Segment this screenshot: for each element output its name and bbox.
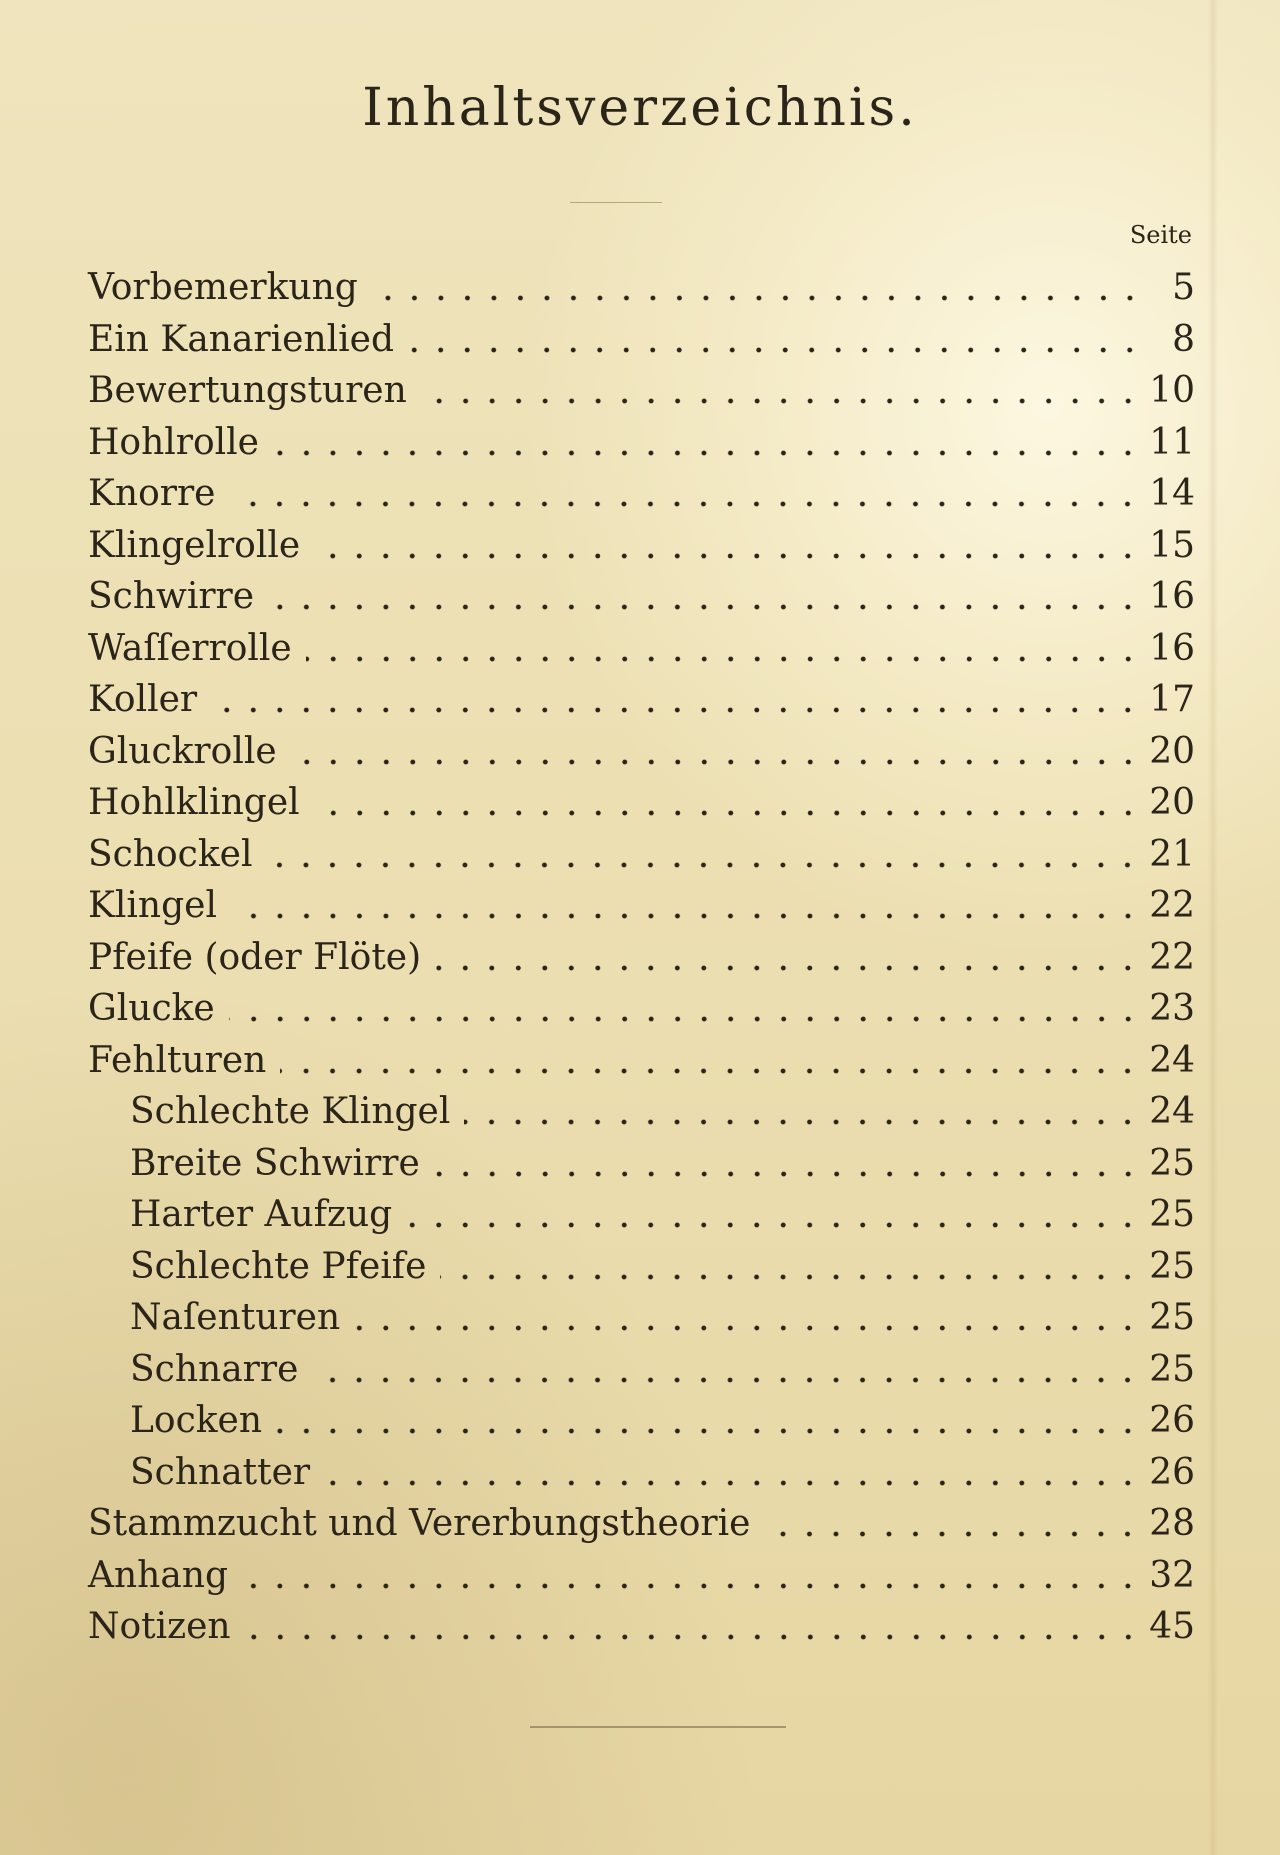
dot-leader [440,1241,1141,1293]
toc-entry [88,1035,1195,1087]
dot-leader [268,571,1141,623]
toc-subentry [88,1189,1195,1241]
dot-leader [306,623,1141,675]
page-column-label: Seite [1129,221,1192,249]
dot-leader [245,1601,1142,1653]
bottom-divider [530,1726,786,1728]
toc-entry [88,983,1195,1035]
toc-subentry [88,1344,1195,1396]
toc-subentry-title: Naſenturen [130,1297,341,1338]
toc-subentry-title: Breite Schwirre [130,1142,420,1184]
page-title: Inhaltsverzeichnis. [362,78,918,138]
toc-entry-title: Klingelrolle [88,524,301,566]
dot-leader [242,1550,1141,1602]
toc-subentry-page: 25 [1149,1297,1195,1338]
toc-entry-title: Stammzucht und Vererbungstheorie [88,1503,751,1544]
toc-entry-title: Vorbemerkung [88,267,358,308]
toc-entry-page: 10 [1149,370,1195,411]
toc-entry-page: 20 [1149,782,1195,823]
toc-entry [88,1601,1195,1653]
toc-subentry-page: 25 [1149,1142,1195,1184]
toc-subentry [88,1086,1195,1138]
toc-entry [88,1498,1195,1550]
toc-entry-title: Knorre [88,473,216,514]
table-of-contents [88,262,1195,1653]
title-divider [570,202,662,203]
toc-subentry-title: Schnarre [130,1348,299,1390]
toc-entry-page: 11 [1149,421,1195,463]
dot-leader [464,1086,1141,1138]
dot-leader [291,726,1142,778]
toc-subentry-title: Schlechte Pfeife [130,1245,427,1287]
dot-leader [229,983,1141,1035]
toc-subentry-title: Locken [130,1400,263,1441]
toc-subentry-title: Schlechte Klingel [130,1091,451,1132]
toc-entry-title: Anhang [88,1554,229,1596]
toc-entry-title: Glucke [88,988,215,1029]
dot-leader [408,314,1143,366]
toc-subentry [88,1241,1195,1293]
toc-entry [88,674,1195,726]
toc-entry-page: 45 [1149,1606,1195,1647]
dot-leader [276,1395,1141,1447]
toc-entry-title: Schwirre [88,576,255,617]
toc-entry [88,314,1195,366]
dot-leader [406,1189,1141,1241]
toc-subentry [88,1395,1195,1447]
toc-subentry-page: 25 [1149,1194,1195,1235]
toc-entry-page: 32 [1149,1554,1195,1596]
toc-entry-title: Gluckrolle [88,730,277,772]
toc-entry-page: 5 [1172,267,1195,308]
toc-entry-title: Bewertungsturen [88,370,407,411]
paper-fold [1208,0,1218,1855]
toc-entry [88,880,1195,932]
toc-entry [88,571,1195,623]
dot-leader [231,880,1141,932]
toc-entry-title: Hohlrolle [88,421,259,463]
toc-entry [88,417,1195,469]
toc-entry-page: 16 [1149,627,1195,669]
toc-entry-title: Waſſerrolle [88,627,292,669]
toc-subentry-page: 25 [1149,1348,1195,1390]
dot-leader [314,520,1141,572]
toc-entry [88,365,1195,417]
toc-entry-page: 22 [1149,885,1195,926]
toc-entry-page: 21 [1149,833,1195,875]
toc-entry-page: 28 [1149,1503,1195,1544]
dot-leader [211,674,1141,726]
dot-leader [434,1138,1141,1190]
toc-entry-title: Fehlturen [88,1039,267,1081]
toc-entry-page: 24 [1149,1039,1195,1081]
toc-entry [88,932,1195,984]
toc-entry [88,777,1195,829]
toc-entry [88,829,1195,881]
toc-entry-page: 16 [1149,576,1195,617]
toc-entry-page: 22 [1149,936,1195,978]
dot-leader [273,417,1141,469]
dot-leader [280,1035,1141,1087]
toc-entry-page: 20 [1149,730,1195,772]
toc-subentry-page: 26 [1149,1451,1195,1493]
toc-entry [88,1550,1195,1602]
toc-subentry-title: Schnatter [130,1451,311,1493]
dot-leader [421,365,1141,417]
toc-entry-page: 17 [1149,679,1195,720]
toc-subentry [88,1292,1195,1344]
toc-entry-title: Koller [88,679,198,720]
toc-subentry [88,1447,1195,1499]
dot-leader [354,1292,1141,1344]
toc-entry-title: Notizen [88,1606,231,1647]
toc-entry [88,726,1195,778]
toc-entry [88,262,1195,314]
toc-entry-title: Schockel [88,833,253,875]
toc-entry [88,468,1195,520]
dot-leader [324,1447,1141,1499]
dot-leader [229,468,1141,520]
toc-entry-title: Hohlklingel [88,782,300,823]
toc-entry-page: 8 [1172,318,1195,360]
toc-subentry-page: 24 [1149,1091,1195,1132]
dot-leader [764,1498,1141,1550]
dot-leader [312,1344,1141,1396]
dot-leader [266,829,1141,881]
toc-entry-page: 23 [1149,988,1195,1029]
toc-entry-title: Klingel [88,885,217,926]
toc-entry-title: Ein Kanarienlied [88,318,395,360]
dot-leader [372,262,1143,314]
dot-leader [435,932,1141,984]
toc-entry-page: 15 [1149,524,1195,566]
toc-subentry [88,1138,1195,1190]
toc-entry [88,520,1195,572]
dot-leader [314,777,1142,829]
toc-entry [88,623,1195,675]
toc-entry-page: 14 [1149,473,1195,514]
toc-subentry-title: Harter Aufzug [130,1194,393,1235]
toc-subentry-page: 25 [1149,1245,1195,1287]
toc-subentry-page: 26 [1149,1400,1195,1441]
toc-entry-title: Pfeife (oder Flöte) [88,936,422,978]
